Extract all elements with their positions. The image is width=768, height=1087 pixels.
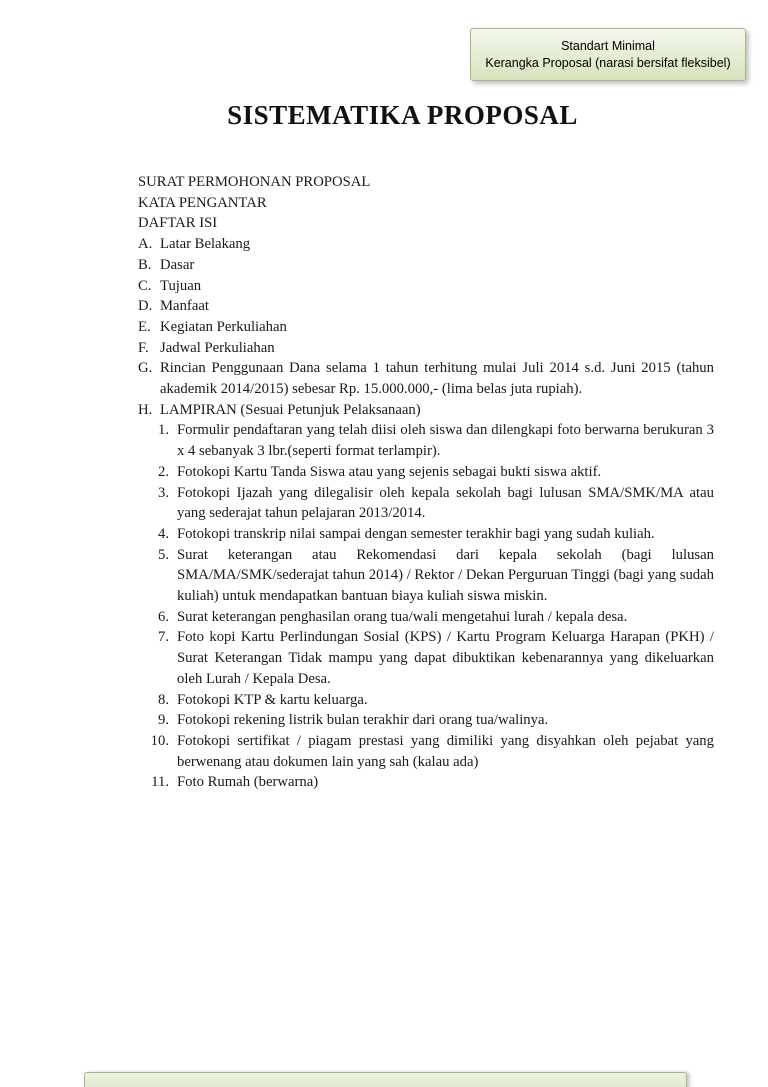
outline-item	[138, 317, 714, 338]
attachment-item-text: Foto kopi Kartu Perlindungan Sosial (KPS) / Kartu Program Keluarga Harapan (PKH) / Surat Keterangan Tidak mampu yang dapat dibuktikan kebenarannya yang dikeluarkan oleh Lurah / Kepala Desa.	[177, 629, 714, 687]
attachment-item-text: Foto Rumah (berwarna)	[177, 774, 319, 791]
attachment-item-number: 8.	[157, 691, 169, 708]
attachment-item	[138, 731, 714, 772]
attachment-item-text: Surat keterangan penghasilan orang tua/wali mengetahui lurah / kepala desa.	[177, 608, 628, 625]
attachment-item	[138, 772, 714, 793]
outline-item-label: A.	[138, 236, 153, 253]
front-matter-line: KATA PENGANTAR	[138, 194, 267, 211]
outline-item-label: D.	[138, 298, 153, 315]
outline-item-label: B.	[138, 256, 152, 273]
attachment-item-number: 9.	[157, 712, 169, 729]
outline-item-label: G.	[138, 360, 153, 377]
attachment-item	[138, 524, 714, 545]
attachment-item-number: 6.	[157, 608, 169, 625]
outline-item-text: Tujuan	[160, 277, 202, 294]
attachment-item-text: Fotokopi sertifikat / piagam prestasi yang dimiliki yang disyahkan oleh pejabat yang berwenang atau dokumen lain yang sah (kalau ada)	[177, 732, 714, 770]
attachment-item-number: 3.	[157, 484, 169, 501]
outline-item	[138, 234, 714, 255]
attachment-item-text: Surat keterangan atau Rekomendasi dari kepala sekolah (bagi lulusan SMA/MA/SMK/sederajat tahun 2014) / Rektor / Dekan Perguruan Tinggi (bagi yang sudah kuliah) untuk mendapatkan bantuan biaya kuliah siswa miskin.	[177, 546, 714, 605]
attachment-item	[138, 710, 714, 731]
outline-item-text: Kegiatan Perkuliahan	[160, 318, 287, 335]
front-matter-line: SURAT PERMOHONAN PROPOSAL	[138, 174, 371, 190]
outline-item-label: E.	[138, 318, 151, 335]
outline-item-text: Jadwal Perkuliahan	[160, 339, 275, 356]
attachment-item-number: 5.	[157, 546, 169, 563]
outline-item	[138, 255, 714, 276]
attachment-item	[138, 545, 714, 607]
outline-item-text: Latar Belakang	[160, 236, 251, 253]
attachment-item-number: 7.	[157, 629, 169, 646]
outline-item-text: Dasar	[160, 256, 195, 273]
attachment-item-text: Fotokopi KTP & kartu keluarga.	[177, 691, 368, 708]
note-box-line-1: Standart Minimal	[561, 39, 655, 53]
outline-item-label: F.	[138, 339, 149, 356]
attachment-item-number: 2.	[157, 463, 169, 480]
attachment-item-text: Fotokopi Ijazah yang dilegalisir oleh kepala sekolah bagi lulusan SMA/SMK/MA atau yang sederajat tahun pelajaran 2013/2014.	[177, 484, 714, 522]
outline-item	[138, 358, 714, 399]
attachment-item	[138, 690, 714, 711]
outline-item	[138, 400, 714, 421]
attachment-item	[138, 462, 714, 483]
attachment-item-text: Fotokopi transkrip nilai sampai dengan semester terakhir bagi yang sudah kuliah.	[177, 525, 655, 542]
attachment-item-text: Fotokopi Kartu Tanda Siswa atau yang sejenis sebagai bukti siswa aktif.	[177, 463, 602, 480]
attachment-item	[138, 483, 714, 524]
outline-item-label: H.	[138, 401, 153, 418]
attachment-item	[138, 627, 714, 689]
outline-item-text: Manfaat	[160, 298, 209, 315]
outline-item	[138, 338, 714, 359]
note-box	[470, 28, 746, 81]
note-box-line-2: Kerangka Proposal (narasi bersifat fleksibel)	[485, 56, 731, 70]
attachment-item-number: 11.	[151, 774, 169, 791]
next-box-top-edge	[84, 1072, 687, 1087]
document-body	[138, 172, 714, 793]
attachment-item-text: Fotokopi rekening listrik bulan terakhir dari orang tua/walinya.	[177, 712, 549, 729]
attachment-item-text: Formulir pendaftaran yang telah diisi oleh siswa dan dilengkapi foto berwarna berukuran 3 x 4 sebanyak 3 lbr.(seperti format terlampir).	[177, 422, 714, 460]
attachment-item	[138, 420, 714, 461]
attachment-item-number: 10.	[150, 732, 169, 749]
attachment-item	[138, 607, 714, 628]
outline-item-label: C.	[138, 277, 152, 294]
outline-item-text: Rincian Penggunaan Dana selama 1 tahun terhitung mulai Juli 2014 s.d. Juni 2015 (tahun akademik 2014/2015) sebesar Rp. 15.000.000,- (lima belas juta rupiah).	[160, 360, 714, 398]
page-title: SISTEMATIKA PROPOSAL	[227, 100, 578, 130]
front-matter-line: DAFTAR ISI	[138, 215, 218, 232]
outline-item-text: LAMPIRAN (Sesuai Petunjuk Pelaksanaan)	[160, 401, 421, 418]
outline-item	[138, 296, 714, 317]
attachment-item-number: 4.	[157, 525, 169, 542]
outline-item	[138, 276, 714, 297]
attachment-item-number: 1.	[157, 422, 169, 439]
